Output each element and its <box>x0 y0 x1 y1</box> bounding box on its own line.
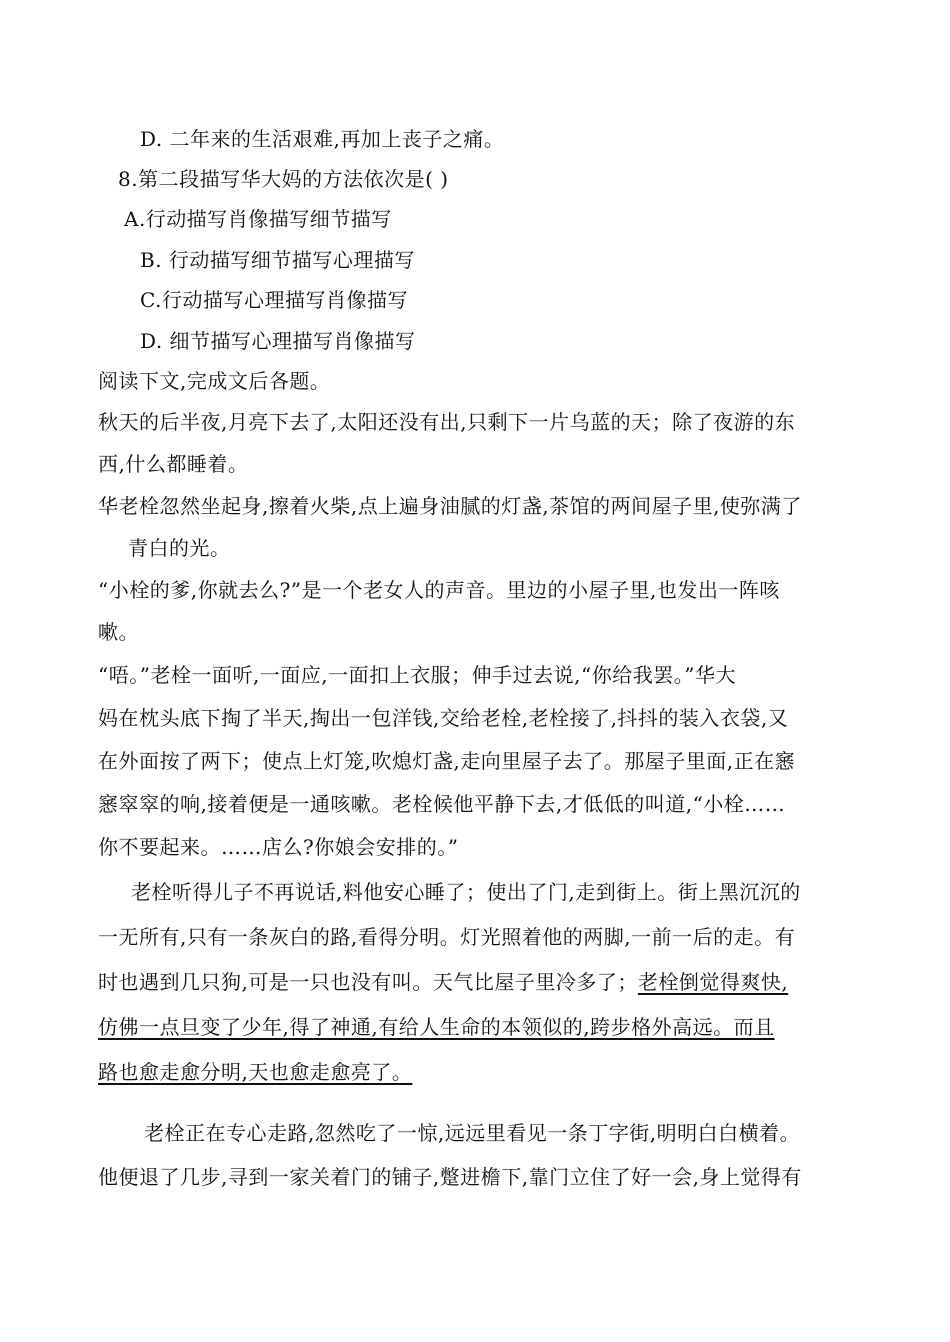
passage-line: 在外面按了两下；使点上灯笼,吹熄灯盏,走向里屋子去了。那屋子里面,正在窸 <box>98 749 796 773</box>
passage-line: 一无所有,只有一条灰白的路,看得分明。灯光照着他的两脚,一前一后的走。有 <box>98 925 796 949</box>
passage-line: 妈在枕头底下掏了半天,掏出一包洋钱,交给老栓,老栓接了,抖抖的装入衣袋,又 <box>98 706 789 730</box>
passage-line: “唔。”老栓一面听,一面应,一面扣上衣服；伸手过去说,“你给我罢。”华大 <box>98 663 736 687</box>
passage-line: 老栓听得儿子不再说话,料他安心睡了；使出了门,走到街上。街上黑沉沉的 <box>131 880 801 904</box>
q8-option-b: B. 行动描写细节描写心理描写 <box>140 248 415 272</box>
q8-option-c: C.行动描写心理描写肖像描写 <box>140 288 408 312</box>
underlined-text: 老栓倒觉得爽快, <box>637 970 789 994</box>
passage-line: 嗽。 <box>98 620 139 644</box>
passage-line: “小栓的爹,你就去么?”是一个老女人的声音。里边的小屋子里,也发出一阵咳 <box>98 578 780 602</box>
passage-line <box>98 969 788 995</box>
underlined-text: 仿佛一点旦变了少年,得了神通,有给人生命的本领似的,跨步格外高远。而且 <box>98 1015 775 1039</box>
q8-option-a: A.行动描写肖像描写细节描写 <box>124 207 392 231</box>
q8-option-d: D. 细节描写心理描写肖像描写 <box>140 329 416 353</box>
passage-line: 窸窣窣的响,接着便是一通咳嗽。老栓候他平静下去,才低低的叫道,“小栓…… <box>98 792 786 816</box>
passage-line: 华老栓忽然坐起身,擦着火柴,点上遍身油腻的灯盏,茶馆的两间屋子里,使弥满了 <box>98 494 802 518</box>
reading-instruction: 阅读下文,完成文后各题。 <box>98 369 331 393</box>
passage-line: 老栓正在专心走路,忽然吃了一惊,远远里看见一条丁字街,明明白白横着。 <box>144 1121 801 1145</box>
passage-line: 青白的光。 <box>128 536 231 560</box>
passage-line: 秋天的后半夜,月亮下去了,太阳还没有出,只剩下一片乌蓝的天；除了夜游的东 <box>98 410 796 434</box>
underlined-text: 路也愈走愈分明,天也愈走愈亮了。 <box>98 1060 413 1084</box>
q7-option-d: D. 二年来的生活艰难,再加上丧子之痛。 <box>140 127 505 151</box>
passage-text: 时也遇到几只狗,可是一只也没有叫。天气比屋子里冷多了； <box>98 970 638 994</box>
passage-line: 西,什么都睡着。 <box>98 452 249 476</box>
passage-line: 他便退了几步,寻到一家关着门的铺子,蹩进檐下,靠门立住了好一会,身上觉得有 <box>98 1165 802 1189</box>
q8-stem: 8.第二段描写华大妈的方法依次是( ) <box>118 167 449 191</box>
passage-line: 你不要起来。……店么?你娘会安排的。” <box>98 835 459 859</box>
